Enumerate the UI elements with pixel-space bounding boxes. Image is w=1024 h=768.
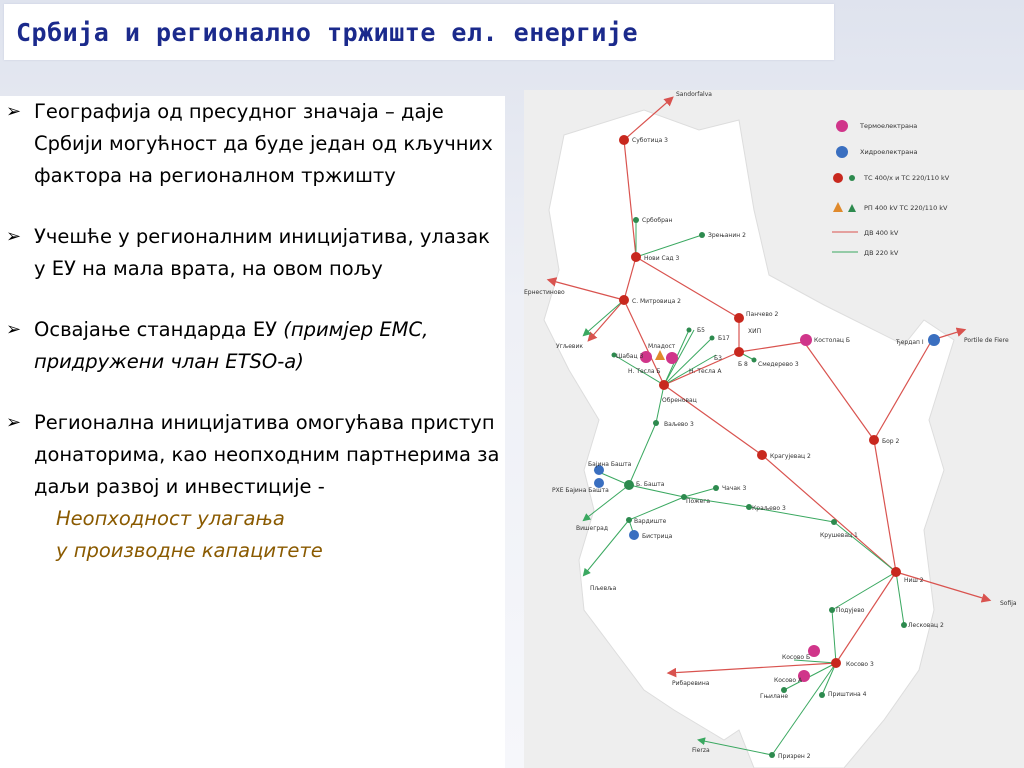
legend-thermal: Термоелектрана (860, 122, 918, 130)
svg-text:Крагујевац 2: Крагујевац 2 (770, 453, 811, 460)
svg-text:Србобран: Србобран (642, 217, 673, 224)
svg-text:Косово А: Косово А (774, 677, 803, 684)
thermal-plant-icon (800, 334, 812, 346)
svg-text:Portile de Fiere: Portile de Fiere (964, 337, 1009, 344)
svg-text:Бајина Башта: Бајина Башта (588, 461, 632, 468)
power-grid-map (524, 90, 1024, 768)
node-leskovac (901, 622, 907, 628)
svg-text:Призрен 2: Призрен 2 (778, 753, 811, 760)
bullet-item (6, 407, 505, 567)
svg-text:Вишеград: Вишеград (576, 525, 608, 532)
legend-switching: РП 400 kV ТС 220/110 kV (864, 204, 948, 212)
svg-text:Нови Сад 3: Нови Сад 3 (644, 255, 680, 262)
svg-text:РХЕ Бајина Башта: РХЕ Бајина Башта (552, 487, 609, 494)
svg-text:Костолац Б: Костолац Б (814, 337, 851, 344)
thermal-plant-icon (666, 352, 678, 364)
bullet-text: Учешће у регионалним иницијатива, улазак у ЕУ на мала врата, на овом пољу (34, 225, 490, 280)
node-kosovo3 (831, 658, 841, 668)
node-bbasta (624, 480, 634, 490)
map-svg (524, 90, 1024, 768)
content-panel (0, 96, 505, 768)
bullet-subline: Неопходност улагања (56, 507, 285, 530)
svg-text:Лесковац 2: Лесковац 2 (908, 622, 944, 629)
node-vardiste (626, 517, 632, 523)
svg-text:Н. Тесла А: Н. Тесла А (689, 368, 722, 375)
svg-text:Ернестиново: Ернестиново (524, 289, 565, 296)
node-b8 (734, 347, 744, 357)
bullet-item (6, 221, 505, 285)
hydro-plant-icon (629, 530, 639, 540)
arrow-bullet-icon: ➢ (6, 412, 22, 433)
svg-text:Вардиште: Вардиште (634, 518, 667, 525)
bullet-text-italic: (примјер ЕМС, придружени члан ЕТSO-а) (34, 318, 429, 373)
svg-text:Sofija: Sofija (1000, 600, 1017, 607)
title-bar (4, 4, 834, 60)
svg-text:Панчево 2: Панчево 2 (746, 311, 779, 318)
svg-text:Косово Б: Косово Б (782, 654, 811, 661)
svg-text:Б. Башта: Б. Башта (636, 481, 665, 488)
svg-text:Б5: Б5 (697, 327, 705, 334)
svg-text:Крушевац 1: Крушевац 1 (820, 532, 858, 539)
legend-line400: ДВ 400 kV (864, 229, 899, 237)
node-subotica (619, 135, 629, 145)
svg-text:Рибаревина: Рибаревина (672, 680, 710, 687)
svg-text:Б17: Б17 (718, 335, 730, 342)
svg-text:Пљевља: Пљевља (590, 585, 617, 592)
svg-text:Обреновац: Обреновац (662, 397, 697, 404)
node-bor (869, 435, 879, 445)
svg-text:Ниш 2: Ниш 2 (904, 577, 924, 584)
bullet-text: Регионална иницијатива омогућава приступ донаторима, као неопходним партнерима за даљи развој и инвестиције - (34, 411, 500, 498)
node-kragujevac (757, 450, 767, 460)
svg-text:Краљево 3: Краљево 3 (752, 505, 786, 512)
svg-text:Косово 3: Косово 3 (846, 661, 874, 668)
bullet-item (6, 96, 505, 192)
svg-text:Ваљево 3: Ваљево 3 (664, 421, 694, 428)
node-pristina (819, 692, 825, 698)
bullet-subline: у производне капацитете (56, 539, 323, 562)
bullet-text: Географија од пресудног значаја – даје Србији могућност да буде један од кључних фактора на регионалном тржишту (34, 100, 493, 187)
svg-text:Гњилане: Гњилане (760, 693, 789, 700)
svg-text:Бор 2: Бор 2 (882, 438, 900, 445)
svg-text:Шабац 3: Шабац 3 (616, 353, 644, 360)
node-valjevo (653, 420, 659, 426)
node-novisad (631, 252, 641, 262)
svg-text:Н. Тесла Б: Н. Тесла Б (628, 368, 661, 375)
slide-title: Србија и регионално тржиште ел. енергије (16, 18, 639, 47)
svg-text:ХИП: ХИП (748, 328, 762, 335)
node-prizren (769, 752, 775, 758)
svg-text:Угљевик: Угљевик (556, 343, 583, 350)
node-srbobran (633, 217, 639, 223)
bullet-list (0, 96, 505, 567)
thermal-legend-icon (836, 120, 848, 132)
node-krusevac (831, 519, 837, 525)
svg-text:Бистрица: Бистрица (642, 533, 673, 540)
svg-text:Б 8: Б 8 (738, 361, 748, 368)
hydro-legend-icon (836, 146, 848, 158)
node-nis (891, 567, 901, 577)
legend-line220: ДВ 220 kV (864, 249, 899, 257)
svg-text:Смедерево 3: Смедерево 3 (758, 361, 799, 368)
legend-substation: ТС 400/x и ТС 220/110 kV (864, 174, 950, 182)
svg-text:Зрењанин 2: Зрењанин 2 (708, 232, 746, 239)
node-obrenovac (659, 380, 669, 390)
svg-text:Младост: Младост (648, 343, 676, 350)
arrow-bullet-icon: ➢ (6, 319, 22, 340)
svg-text:С. Митровица 2: С. Митровица 2 (632, 298, 681, 305)
bullet-text: Освајање стандарда ЕУ (34, 318, 284, 341)
node-smitrovica (619, 295, 629, 305)
node-pancevo (734, 313, 744, 323)
svg-text:Fierza: Fierza (692, 747, 710, 754)
legend-hydro: Хидроелектрана (860, 148, 918, 156)
svg-text:Чачак 3: Чачак 3 (722, 485, 747, 492)
arrow-bullet-icon: ➢ (6, 226, 22, 247)
svg-text:Приштина 4: Приштина 4 (828, 691, 867, 698)
node-zrenjanin (699, 232, 705, 238)
node-podujevo (829, 607, 835, 613)
arrow-bullet-icon: ➢ (6, 101, 22, 122)
svg-text:Подујево: Подујево (836, 607, 865, 614)
hydro-plant-icon (928, 334, 940, 346)
bullet-item (6, 314, 505, 378)
svg-text:Суботица 3: Суботица 3 (632, 137, 668, 144)
node-cacak (713, 485, 719, 491)
svg-text:Пожега: Пожега (686, 498, 711, 505)
svg-text:Б3: Б3 (714, 355, 722, 362)
svg-text:Sandorfalva: Sandorfalva (676, 91, 712, 98)
svg-text:Ђердап I: Ђердап I (896, 339, 924, 346)
map-legend (832, 120, 950, 257)
